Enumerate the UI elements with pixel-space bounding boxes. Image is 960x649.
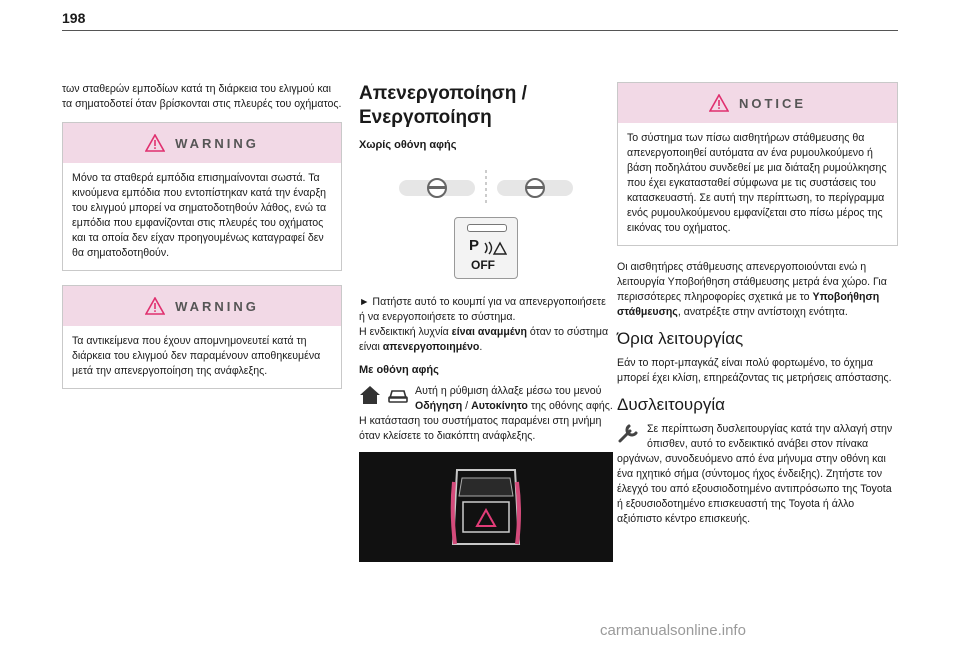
column-middle	[359, 82, 613, 562]
notice-label: NOTICE	[738, 95, 807, 111]
steering-wheel-icon	[397, 172, 477, 202]
malfunction-paragraph: Σε περίπτωση δυσλειτουργίας κατά την αλλαγή στην όπισθεν, αυτό το ενδεικτικό ανάβει στον πίνακα οργάνων, συνοδευόμενο από ένα μήνυμα στην οθόνη και ένα ηχητικό σήμα (σύντομος ήχος ένδειξης). Ζητήστε τον έλεγχό του από εξουσιοδοτημένο αντιπρόσωπο της Toyota ή εξουσιοδοτημένο επισκευαστή της Toyota ή άλλο αξιόπιστο κέντρο επισκευής.	[617, 423, 893, 525]
subheading-no-touchscreen: Χωρίς οθόνη αφής	[359, 139, 457, 151]
warning-box-2	[62, 285, 342, 389]
warning-icon	[145, 297, 165, 315]
warning-text: Τα αντικείμενα που έχουν απομνημονευτεί κατά τη διάρκεια του ελιγμού δεν παραμένουν αποθηκευμένα μετά την απενεργοποίηση της ανάφλεξης.	[72, 335, 321, 377]
divider-dashed	[485, 170, 487, 204]
home-icon	[359, 384, 381, 406]
column-left	[62, 82, 342, 403]
park-sensor-off-button[interactable]	[454, 217, 518, 279]
button-symbol: P	[469, 237, 480, 254]
steering-wheel-icon	[495, 172, 575, 202]
warning-label: WARNING	[175, 298, 259, 314]
touchscreen-paragraph: Αυτή η ρύθμιση άλλαξε μέσω του μενού Οδήγηση / Αυτοκίνητο της οθόνης αφής. Η κατάσταση του συστήματος παραμένει στη μνήμη όταν κλείσετε το διακόπτη ανάφλεξης.	[359, 385, 613, 442]
page-number: 198	[62, 10, 86, 26]
instruction-paragraph: ► Πατήστε αυτό το κουμπί για να απενεργοποιήσετε ή να ενεργοποιήσετε το σύστημα. Η ενδεικτική λυχνία είναι αναμμένη όταν το σύστημα είναι απενεργοποιημένο.	[359, 296, 609, 353]
subheading-touchscreen: Με οθόνη αφής	[359, 364, 439, 376]
heading-malfunction: Δυσλειτουργία	[617, 395, 726, 414]
header-rule	[62, 30, 898, 31]
car-icon	[387, 384, 409, 406]
warning-box-1	[62, 122, 342, 271]
watermark: carmanualsonline.info	[600, 622, 746, 639]
park-assist-paragraph: Οι αισθητήρες στάθμευσης απενεργοποιούνται ενώ η λειτουργία Υποβοήθηση στάθμευσης μετρά ένα χώρο. Για περισσότερες πληροφορίες σχετικά με το Υποβοήθηση στάθμευσης, ανατρέξτε στην αντίστοιχη ενότητα.	[617, 261, 887, 318]
notice-icon	[709, 94, 729, 112]
notice-box	[617, 82, 898, 246]
notice-text: Το σύστημα των πίσω αισθητήρων στάθμευσης θα απενεργοποιηθεί αυτόματα αν ένα ρυμουλκούμενο ή βάση ποδηλάτου συνδεθεί με μια διάταξη ρυμούλκησης που έχει εγκατασταθεί σύμφωνα με τις συστάσεις του κατασκευαστή. Σε αυτή την περίπτωση, το περίγραμμα ενός ρυμουλκούμενου εμφανίζεται στο πίσω μέρος της εικόνας του οχήματος.	[627, 132, 887, 234]
wrench-icon	[617, 422, 641, 444]
section-title: Απενεργοποίηση / Ενεργοποίηση	[359, 83, 527, 128]
button-off-label: OFF	[471, 258, 495, 272]
column-right	[617, 82, 898, 535]
car-topview-illustration	[359, 452, 613, 562]
sensor-waves-icon	[483, 240, 507, 256]
warning-icon	[145, 134, 165, 152]
heading-limits: Όρια λειτουργίας	[617, 329, 744, 348]
indicator-lamp	[467, 224, 507, 232]
warning-label: WARNING	[175, 135, 259, 151]
warning-text: Μόνο τα σταθερά εμπόδια επισημαίνονται σωστά. Τα κινούμενα εμπόδια που εντοπίστηκαν κατά την έναρξη του ελιγμού μπορεί να σηματοδοτηθούν λάθος, ενώ τα εμπόδια που εμφανίζονται στις πλευρές του οχήματος και τα οποία δεν είχαν προηγουμένως καταγραφεί δεν θα σηματοδοτηθούν.	[72, 172, 327, 259]
steering-wheel-illustration	[359, 167, 613, 207]
intro-paragraph: των σταθερών εμποδίων κατά τη διάρκεια του ελιγμού και τα σηματοδοτεί όταν βρίσκονται στις πλευρές του οχήματος.	[62, 83, 342, 110]
limits-paragraph: Εάν το πορτ-μπαγκάζ είναι πολύ φορτωμένο, το όχημα μπορεί έχει κλίση, επηρεάζοντας τις μετρήσεις απόστασης.	[617, 357, 892, 384]
vehicle-display-image	[359, 452, 613, 562]
